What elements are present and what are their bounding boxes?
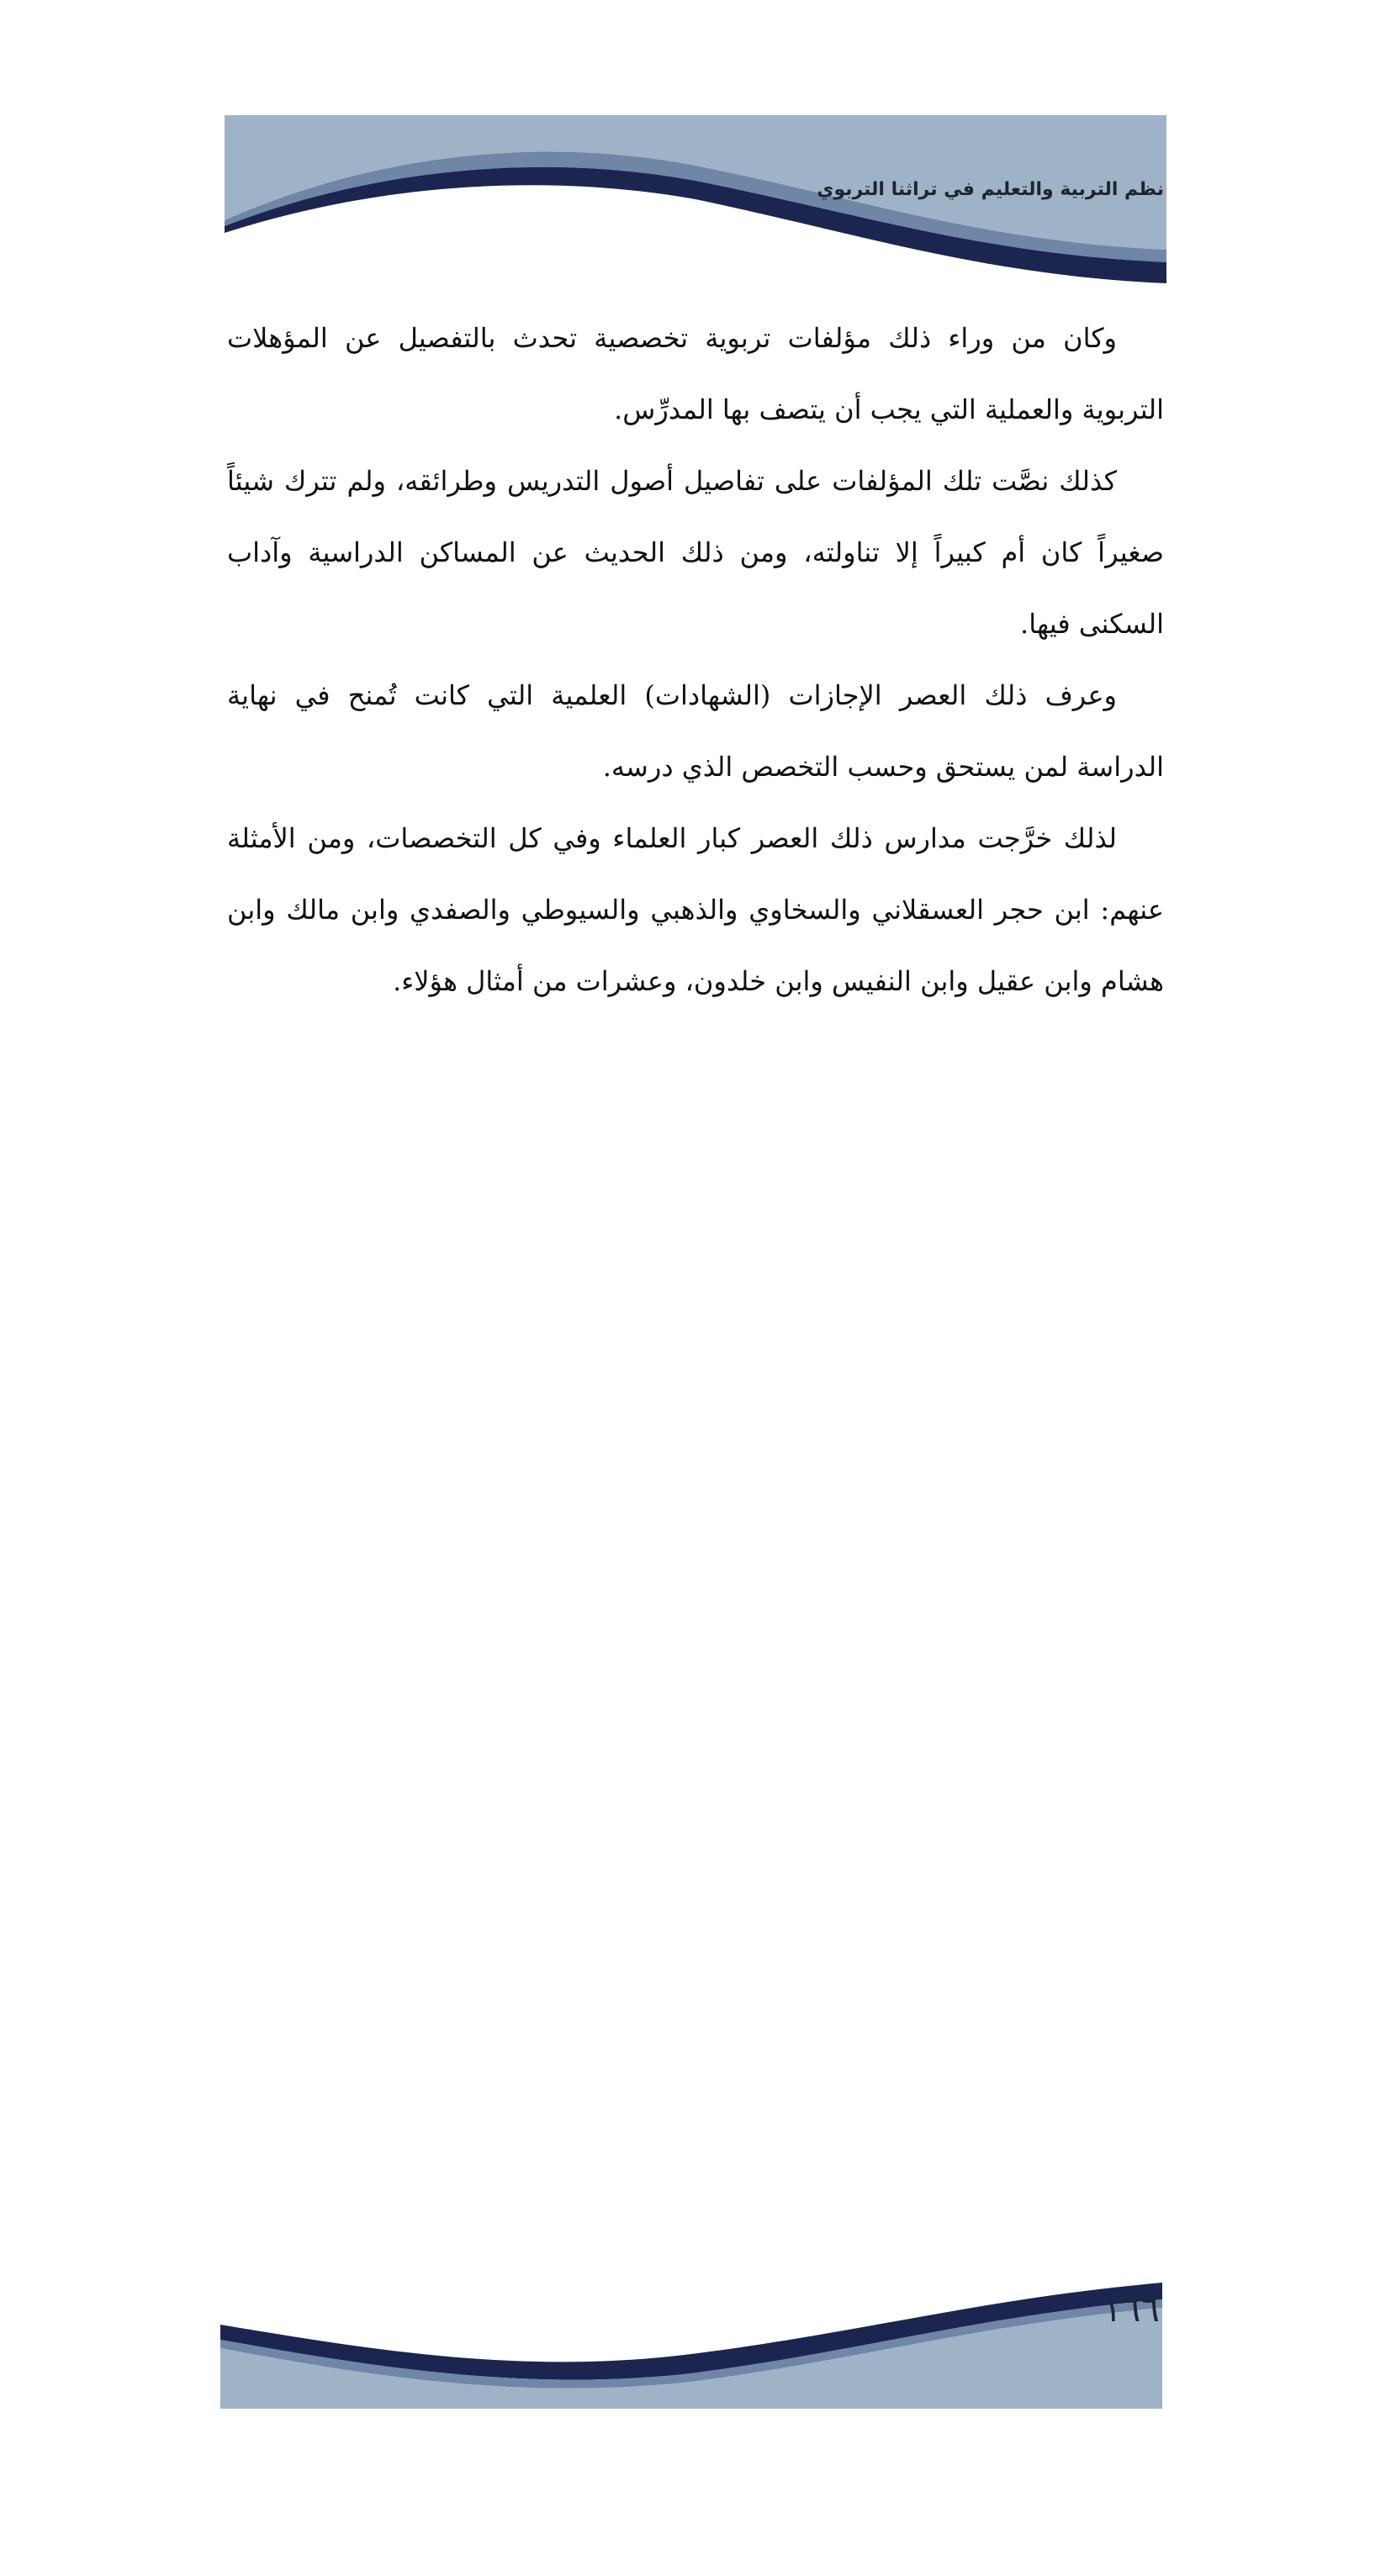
paragraph: كذلك نصَّت تلك المؤلفات على تفاصيل أصول التدريس وطرائقه، ولم تترك شيئاً صغيراً كان أم كبيراً إلا تناولته، ومن ذلك الحديث عن المساكن الدراسية وآداب السكنى فيها. — [227, 465, 1164, 640]
paragraph: لذلك خرَّجت مدارس ذلك العصر كبار العلماء وفي كل التخصصات، ومن الأمثلة عنهم: ابن حجر العسقلاني والسخاوي والذهبي والسيوطي والصفدي وابن مالك وابن هشام وابن عقيل وابن النفيس وابن خلدون، وعشرات من أمثال هؤلاء. — [227, 822, 1164, 997]
body-text — [227, 303, 1164, 1017]
paragraph: وعرف ذلك العصر الإجازات (الشهادات) العلمية التي كانت تُمنح في نهاية الدراسة لمن يستحق وحسب التخصص الذي درسه. — [227, 679, 1164, 783]
footer-wave-decoration — [220, 2274, 1162, 2409]
running-header-title: نظم التربية والتعليم في تراثنا التربوي — [817, 179, 1164, 200]
page-number: ١٦٦ — [1103, 2288, 1160, 2330]
paragraph: وكان من وراء ذلك مؤلفات تربوية تخصصية تحدث بالتفصيل عن المؤهلات التربوية والعملية التي يجب أن يتصف بها المدرِّس. — [227, 322, 1164, 425]
